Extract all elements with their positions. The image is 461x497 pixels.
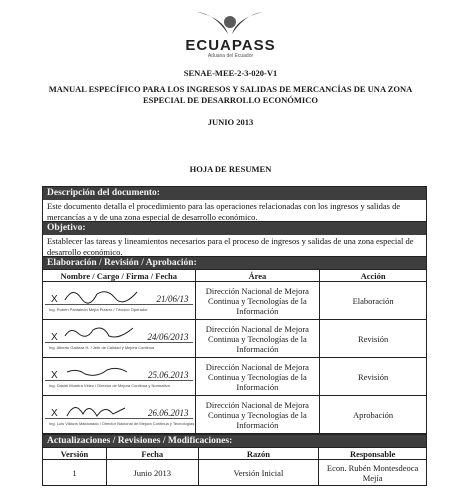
objective-text: Establecer las tareas y lineamientos necesarios para el proceso de ingresos y salidas de una zona especial de desarrollo económico. bbox=[47, 236, 414, 257]
signature-mark bbox=[63, 284, 143, 306]
col-area: Área bbox=[195, 270, 320, 282]
signature-date: 21/06/13 bbox=[156, 294, 189, 304]
signature-x: X bbox=[51, 408, 58, 419]
signature-line bbox=[45, 380, 193, 381]
responsible-cell: Econ. Rubén Montesdeoca Mejía bbox=[319, 460, 427, 486]
approval-row bbox=[43, 320, 427, 358]
updates-table bbox=[42, 447, 427, 486]
updates-row bbox=[43, 460, 427, 486]
document-title: MANUAL ESPECÍFICO PARA LOS INGRESOS Y SALIDAS DE MERCANCÍAS DE UNA ZONA ESPECIAL DE DESARROLLO ECONÓMICO bbox=[48, 84, 413, 105]
logo-wings-icon bbox=[195, 8, 265, 38]
area-cell: Dirección Nacional de Mejora Continua y Tecnologías de la Información bbox=[195, 282, 320, 320]
description-label: Descripción del documento: bbox=[43, 187, 426, 200]
signature-mark bbox=[63, 322, 143, 344]
area-cell: Dirección Nacional de Mejora Continua y Tecnologías de la Información bbox=[195, 320, 320, 358]
signature-date: 26.06.2013 bbox=[148, 408, 189, 418]
logo-tagline: Aduana del Ecuador bbox=[207, 53, 254, 59]
signer-name: Ing. Alberto Galarza H. / Jefe de Calidad y Mejora Continua bbox=[49, 345, 155, 350]
action-cell: Aprobación bbox=[320, 396, 427, 434]
approval-label: Elaboración / Revisión / Aprobación: bbox=[43, 257, 426, 270]
signature-line bbox=[45, 418, 193, 419]
document-date: JUNIO 2013 bbox=[207, 117, 254, 127]
col-name: Nombre / Cargo / Firma / Fecha bbox=[43, 270, 196, 282]
col-action: Acción bbox=[320, 270, 427, 282]
signature-date: 25.06.2013 bbox=[148, 370, 189, 380]
updates-label: Actualizaciones / Revisiones / Modificaciones: bbox=[43, 435, 426, 448]
col-version: Versión bbox=[43, 448, 107, 460]
signature-line bbox=[45, 342, 193, 343]
signature-x: X bbox=[51, 294, 58, 305]
signature-mark bbox=[63, 360, 143, 382]
approval-row bbox=[43, 358, 427, 396]
updates-header-row bbox=[43, 448, 427, 460]
approval-header-box bbox=[42, 256, 427, 270]
signature-x: X bbox=[51, 332, 58, 343]
approval-header-row bbox=[43, 270, 427, 282]
col-responsible: Responsable bbox=[319, 448, 427, 460]
signature-cell bbox=[43, 358, 196, 396]
objective-label: Objetivo: bbox=[43, 222, 426, 235]
objective-box bbox=[42, 221, 427, 257]
reason-cell: Versión Inicial bbox=[198, 460, 319, 486]
signer-name: Ing. Rubén Pantaleón Mejía Pizarro / Técnico Operador bbox=[49, 307, 148, 312]
updates-header-box bbox=[42, 434, 427, 448]
version-cell: 1 bbox=[43, 460, 107, 486]
approval-row bbox=[43, 396, 427, 434]
signature-cell bbox=[43, 282, 196, 320]
action-cell: Revisión bbox=[320, 320, 427, 358]
section-title: HOJA DE RESUMEN bbox=[189, 164, 272, 174]
signature-cell bbox=[43, 320, 196, 358]
approval-row bbox=[43, 282, 427, 320]
signature-date: 24/06/2013 bbox=[147, 332, 189, 342]
date-cell: Junio 2013 bbox=[106, 460, 198, 486]
signature-x: X bbox=[51, 370, 58, 381]
area-cell: Dirección Nacional de Mejora Continua y Tecnologías de la Información bbox=[195, 396, 320, 434]
signature-cell bbox=[43, 396, 196, 434]
signer-name: Ing. Luis Villacís Maldonado / Director Nacional de Mejora Continua y Tecnologías bbox=[49, 421, 195, 426]
signer-name: Ing. Daniel Moreira Vélez / Director de Mejora Continua y Normativa bbox=[49, 383, 170, 388]
description-box bbox=[42, 186, 427, 222]
col-date: Fecha bbox=[106, 448, 198, 460]
document-code: SENAE-MEE-2-3-020-V1 bbox=[183, 68, 278, 78]
signature-mark bbox=[63, 398, 143, 420]
approval-table bbox=[42, 269, 427, 434]
action-cell: Elaboración bbox=[320, 282, 427, 320]
description-text: Este documento detalla el procedimiento para las operaciones relacionadas con los ingresos y salidas de mercancías a y de una zona especial de desarrollo económico. bbox=[47, 201, 401, 222]
action-cell: Revisión bbox=[320, 358, 427, 396]
logo-name: ECUAPASS bbox=[185, 37, 276, 54]
area-cell: Dirección Nacional de Mejora Continua y Tecnologías de la Información bbox=[195, 358, 320, 396]
signature-line bbox=[45, 304, 193, 305]
col-reason: Razón bbox=[198, 448, 319, 460]
